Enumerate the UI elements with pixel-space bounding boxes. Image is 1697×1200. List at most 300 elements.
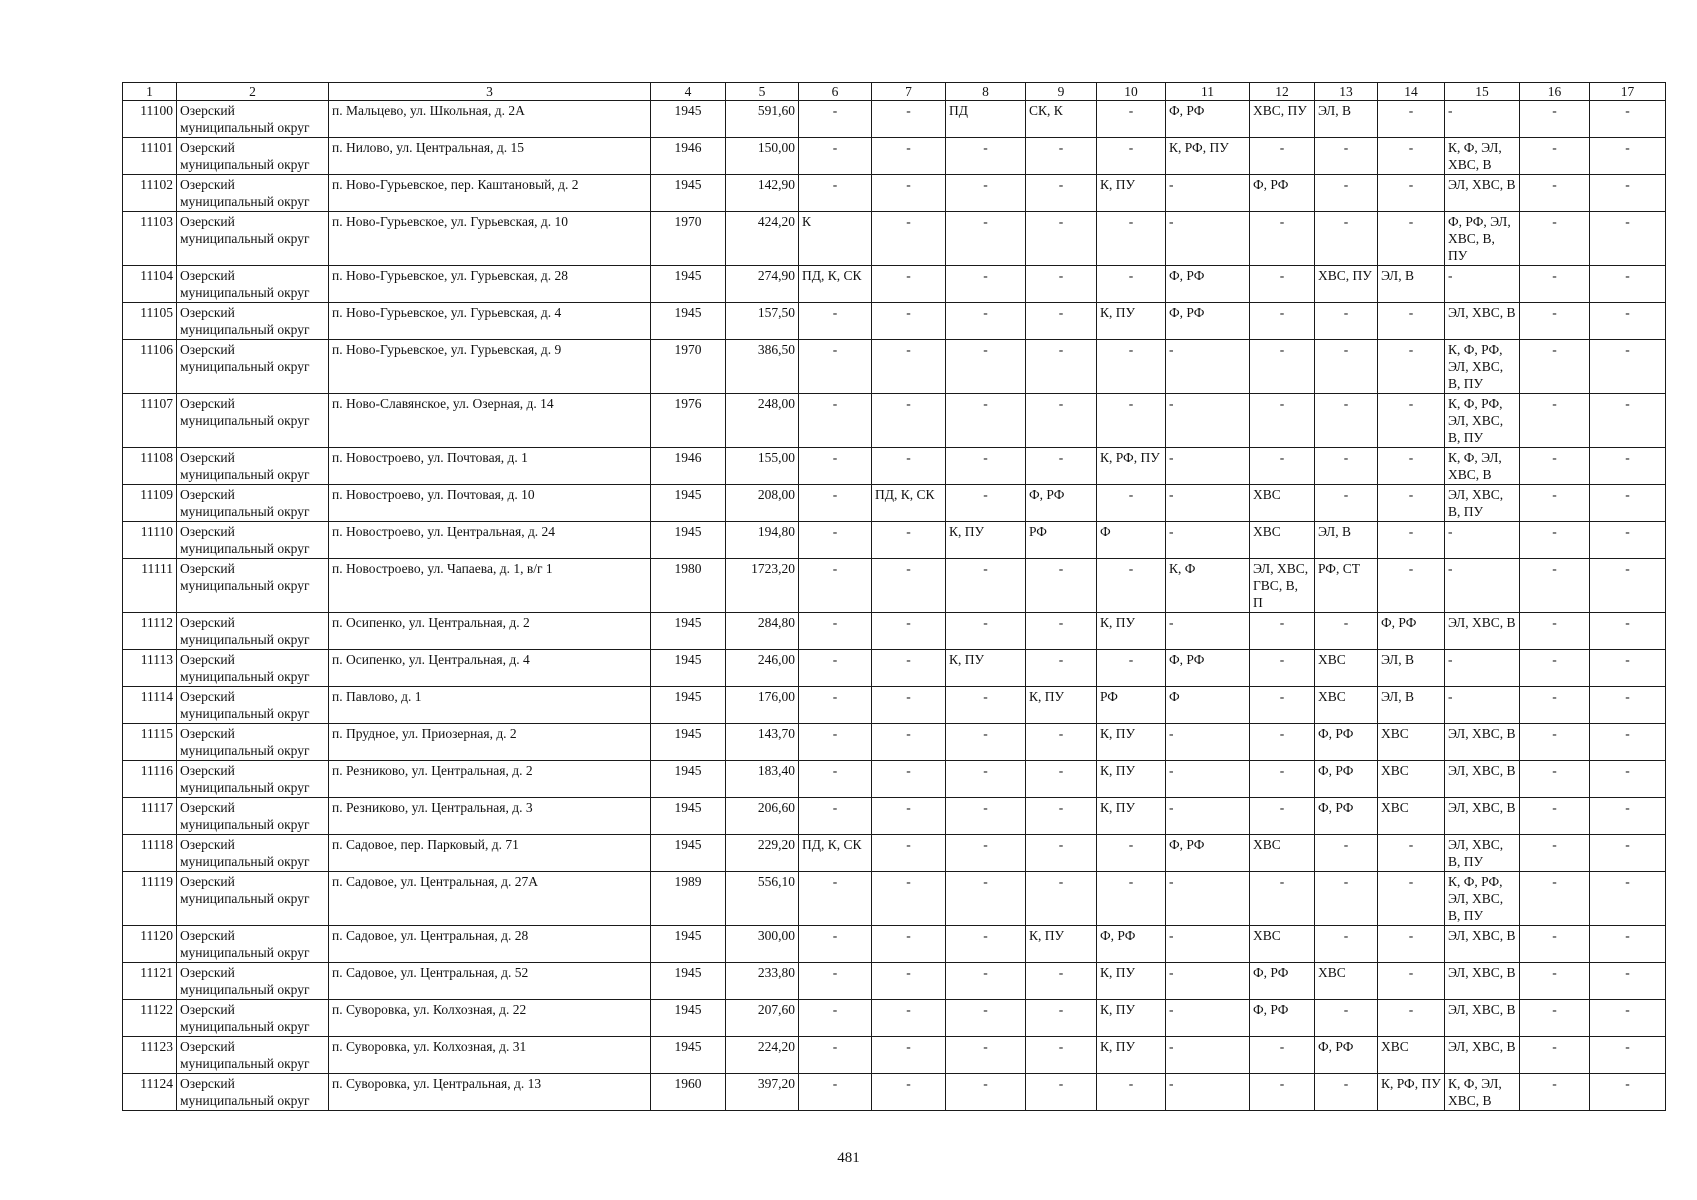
cell-col-13: ЭЛ, В <box>1315 101 1378 138</box>
table-row <box>123 175 1666 212</box>
cell-col-4: 1946 <box>651 138 726 175</box>
column-header-7: 7 <box>872 83 946 101</box>
cell-col-9: - <box>1026 303 1097 340</box>
cell-col-1: 11124 <box>123 1074 177 1111</box>
cell-col-14: - <box>1378 485 1445 522</box>
cell-col-9: Ф, РФ <box>1026 485 1097 522</box>
cell-col-15: Ф, РФ, ЭЛ, ХВС, В, ПУ <box>1445 212 1520 266</box>
cell-col-13: - <box>1315 394 1378 448</box>
table-body <box>123 101 1666 1111</box>
cell-col-17: - <box>1590 650 1666 687</box>
cell-col-13: Ф, РФ <box>1315 724 1378 761</box>
cell-col-2: Озерский муниципальный округ <box>177 522 329 559</box>
cell-col-12: ХВС <box>1250 835 1315 872</box>
cell-col-14: - <box>1378 138 1445 175</box>
table-row <box>123 101 1666 138</box>
cell-col-3: п. Ново-Славянское, ул. Озерная, д. 14 <box>329 394 651 448</box>
cell-col-10: Ф, РФ <box>1097 926 1166 963</box>
cell-col-15: ЭЛ, ХВС, В <box>1445 303 1520 340</box>
table-row <box>123 963 1666 1000</box>
cell-col-7: - <box>872 1000 946 1037</box>
cell-col-15: ЭЛ, ХВС, В <box>1445 1000 1520 1037</box>
table-row <box>123 394 1666 448</box>
cell-col-6: - <box>799 798 872 835</box>
cell-col-7: - <box>872 687 946 724</box>
cell-col-9: - <box>1026 175 1097 212</box>
cell-col-14: - <box>1378 926 1445 963</box>
cell-col-2: Озерский муниципальный округ <box>177 613 329 650</box>
cell-col-1: 11116 <box>123 761 177 798</box>
cell-col-9: - <box>1026 963 1097 1000</box>
cell-col-13: - <box>1315 613 1378 650</box>
cell-col-4: 1945 <box>651 650 726 687</box>
cell-col-8: К, ПУ <box>946 522 1026 559</box>
cell-col-2: Озерский муниципальный округ <box>177 1037 329 1074</box>
cell-col-14: - <box>1378 872 1445 926</box>
cell-col-12: ХВС <box>1250 485 1315 522</box>
cell-col-1: 11103 <box>123 212 177 266</box>
cell-col-5: 233,80 <box>726 963 799 1000</box>
cell-col-13: Ф, РФ <box>1315 1037 1378 1074</box>
cell-col-8: - <box>946 212 1026 266</box>
cell-col-5: 208,00 <box>726 485 799 522</box>
cell-col-11: - <box>1166 485 1250 522</box>
cell-col-10: К, ПУ <box>1097 761 1166 798</box>
cell-col-17: - <box>1590 1074 1666 1111</box>
cell-col-3: п. Ново-Гурьевское, пер. Каштановый, д. 2 <box>329 175 651 212</box>
cell-col-1: 11109 <box>123 485 177 522</box>
cell-col-9: РФ <box>1026 522 1097 559</box>
cell-col-4: 1980 <box>651 559 726 613</box>
cell-col-16: - <box>1520 650 1590 687</box>
cell-col-8: ПД <box>946 101 1026 138</box>
cell-col-11: Ф, РФ <box>1166 266 1250 303</box>
cell-col-10: К, ПУ <box>1097 303 1166 340</box>
column-header-5: 5 <box>726 83 799 101</box>
column-header-8: 8 <box>946 83 1026 101</box>
cell-col-4: 1989 <box>651 872 726 926</box>
cell-col-6: - <box>799 1000 872 1037</box>
cell-col-9: СК, К <box>1026 101 1097 138</box>
cell-col-15: К, Ф, ЭЛ, ХВС, В <box>1445 448 1520 485</box>
cell-col-11: - <box>1166 212 1250 266</box>
cell-col-9: - <box>1026 559 1097 613</box>
cell-col-11: Ф, РФ <box>1166 101 1250 138</box>
cell-col-14: - <box>1378 101 1445 138</box>
cell-col-6: - <box>799 963 872 1000</box>
cell-col-2: Озерский муниципальный округ <box>177 303 329 340</box>
cell-col-6: К <box>799 212 872 266</box>
cell-col-12: - <box>1250 724 1315 761</box>
table-row <box>123 559 1666 613</box>
cell-col-6: ПД, К, СК <box>799 266 872 303</box>
cell-col-4: 1945 <box>651 926 726 963</box>
cell-col-10: - <box>1097 559 1166 613</box>
cell-col-5: 386,50 <box>726 340 799 394</box>
table-row <box>123 212 1666 266</box>
cell-col-17: - <box>1590 559 1666 613</box>
cell-col-8: - <box>946 613 1026 650</box>
cell-col-14: ХВС <box>1378 798 1445 835</box>
cell-col-3: п. Осипенко, ул. Центральная, д. 4 <box>329 650 651 687</box>
register-table <box>122 82 1666 1111</box>
cell-col-1: 11120 <box>123 926 177 963</box>
cell-col-17: - <box>1590 101 1666 138</box>
cell-col-11: - <box>1166 340 1250 394</box>
cell-col-12: - <box>1250 303 1315 340</box>
cell-col-4: 1945 <box>651 485 726 522</box>
cell-col-10: - <box>1097 340 1166 394</box>
cell-col-9: - <box>1026 1074 1097 1111</box>
cell-col-6: - <box>799 340 872 394</box>
cell-col-1: 11104 <box>123 266 177 303</box>
cell-col-9: - <box>1026 138 1097 175</box>
cell-col-8: - <box>946 559 1026 613</box>
cell-col-10: К, ПУ <box>1097 1037 1166 1074</box>
cell-col-14: - <box>1378 303 1445 340</box>
cell-col-5: 194,80 <box>726 522 799 559</box>
cell-col-16: - <box>1520 761 1590 798</box>
cell-col-1: 11115 <box>123 724 177 761</box>
cell-col-2: Озерский муниципальный округ <box>177 963 329 1000</box>
cell-col-10: - <box>1097 266 1166 303</box>
cell-col-10: К, ПУ <box>1097 798 1166 835</box>
table-row <box>123 835 1666 872</box>
cell-col-11: - <box>1166 926 1250 963</box>
cell-col-9: - <box>1026 835 1097 872</box>
cell-col-16: - <box>1520 926 1590 963</box>
cell-col-10: - <box>1097 485 1166 522</box>
table-row <box>123 798 1666 835</box>
cell-col-5: 183,40 <box>726 761 799 798</box>
cell-col-5: 157,50 <box>726 303 799 340</box>
cell-col-15: К, Ф, ЭЛ, ХВС, В <box>1445 138 1520 175</box>
cell-col-6: - <box>799 559 872 613</box>
cell-col-3: п. Садовое, ул. Центральная, д. 52 <box>329 963 651 1000</box>
cell-col-2: Озерский муниципальный округ <box>177 835 329 872</box>
cell-col-1: 11110 <box>123 522 177 559</box>
cell-col-4: 1970 <box>651 340 726 394</box>
cell-col-9: К, ПУ <box>1026 687 1097 724</box>
cell-col-15: ЭЛ, ХВС, В <box>1445 175 1520 212</box>
cell-col-16: - <box>1520 212 1590 266</box>
cell-col-7: - <box>872 303 946 340</box>
cell-col-9: - <box>1026 761 1097 798</box>
cell-col-10: РФ <box>1097 687 1166 724</box>
cell-col-10: К, ПУ <box>1097 724 1166 761</box>
cell-col-12: - <box>1250 798 1315 835</box>
cell-col-11: - <box>1166 761 1250 798</box>
cell-col-4: 1945 <box>651 522 726 559</box>
cell-col-13: - <box>1315 872 1378 926</box>
cell-col-3: п. Осипенко, ул. Центральная, д. 2 <box>329 613 651 650</box>
cell-col-6: - <box>799 650 872 687</box>
cell-col-8: - <box>946 303 1026 340</box>
cell-col-14: ЭЛ, В <box>1378 650 1445 687</box>
table-row <box>123 1074 1666 1111</box>
cell-col-4: 1945 <box>651 101 726 138</box>
cell-col-9: - <box>1026 448 1097 485</box>
cell-col-16: - <box>1520 798 1590 835</box>
cell-col-5: 1723,20 <box>726 559 799 613</box>
column-header-11: 11 <box>1166 83 1250 101</box>
cell-col-9: - <box>1026 1000 1097 1037</box>
cell-col-4: 1945 <box>651 1037 726 1074</box>
cell-col-11: - <box>1166 724 1250 761</box>
cell-col-12: ЭЛ, ХВС, ГВС, В, П <box>1250 559 1315 613</box>
cell-col-3: п. Суворовка, ул. Центральная, д. 13 <box>329 1074 651 1111</box>
cell-col-17: - <box>1590 448 1666 485</box>
cell-col-3: п. Суворовка, ул. Колхозная, д. 22 <box>329 1000 651 1037</box>
cell-col-2: Озерский муниципальный округ <box>177 926 329 963</box>
cell-col-12: - <box>1250 1074 1315 1111</box>
cell-col-10: - <box>1097 872 1166 926</box>
cell-col-6: - <box>799 303 872 340</box>
cell-col-8: - <box>946 761 1026 798</box>
cell-col-13: - <box>1315 485 1378 522</box>
cell-col-1: 11114 <box>123 687 177 724</box>
cell-col-16: - <box>1520 303 1590 340</box>
cell-col-4: 1945 <box>651 687 726 724</box>
cell-col-7: - <box>872 650 946 687</box>
cell-col-7: - <box>872 448 946 485</box>
cell-col-10: Ф <box>1097 522 1166 559</box>
cell-col-8: - <box>946 963 1026 1000</box>
cell-col-17: - <box>1590 394 1666 448</box>
cell-col-6: - <box>799 761 872 798</box>
cell-col-9: - <box>1026 613 1097 650</box>
cell-col-16: - <box>1520 138 1590 175</box>
cell-col-16: - <box>1520 724 1590 761</box>
cell-col-5: 207,60 <box>726 1000 799 1037</box>
cell-col-6: - <box>799 522 872 559</box>
cell-col-8: - <box>946 1074 1026 1111</box>
cell-col-12: ХВС <box>1250 522 1315 559</box>
cell-col-3: п. Резниково, ул. Центральная, д. 3 <box>329 798 651 835</box>
cell-col-8: К, ПУ <box>946 650 1026 687</box>
cell-col-15: К, Ф, РФ, ЭЛ, ХВС, В, ПУ <box>1445 394 1520 448</box>
column-header-12: 12 <box>1250 83 1315 101</box>
cell-col-16: - <box>1520 835 1590 872</box>
cell-col-13: - <box>1315 835 1378 872</box>
cell-col-1: 11106 <box>123 340 177 394</box>
cell-col-17: - <box>1590 1000 1666 1037</box>
cell-col-4: 1945 <box>651 798 726 835</box>
cell-col-2: Озерский муниципальный округ <box>177 650 329 687</box>
cell-col-17: - <box>1590 138 1666 175</box>
cell-col-3: п. Суворовка, ул. Колхозная, д. 31 <box>329 1037 651 1074</box>
cell-col-16: - <box>1520 522 1590 559</box>
cell-col-7: - <box>872 340 946 394</box>
cell-col-15: К, Ф, РФ, ЭЛ, ХВС, В, ПУ <box>1445 872 1520 926</box>
cell-col-5: 556,10 <box>726 872 799 926</box>
cell-col-13: РФ, СТ <box>1315 559 1378 613</box>
cell-col-8: - <box>946 448 1026 485</box>
cell-col-7: - <box>872 522 946 559</box>
cell-col-16: - <box>1520 963 1590 1000</box>
cell-col-11: - <box>1166 613 1250 650</box>
cell-col-17: - <box>1590 175 1666 212</box>
cell-col-9: - <box>1026 798 1097 835</box>
cell-col-14: ЭЛ, В <box>1378 266 1445 303</box>
cell-col-3: п. Павлово, д. 1 <box>329 687 651 724</box>
cell-col-2: Озерский муниципальный округ <box>177 1074 329 1111</box>
cell-col-3: п. Новостроево, ул. Почтовая, д. 10 <box>329 485 651 522</box>
cell-col-6: - <box>799 101 872 138</box>
cell-col-16: - <box>1520 485 1590 522</box>
table-row <box>123 522 1666 559</box>
cell-col-9: - <box>1026 340 1097 394</box>
cell-col-17: - <box>1590 212 1666 266</box>
cell-col-13: - <box>1315 1074 1378 1111</box>
cell-col-11: - <box>1166 522 1250 559</box>
column-header-14: 14 <box>1378 83 1445 101</box>
cell-col-11: - <box>1166 394 1250 448</box>
cell-col-16: - <box>1520 101 1590 138</box>
cell-col-5: 206,60 <box>726 798 799 835</box>
cell-col-1: 11123 <box>123 1037 177 1074</box>
cell-col-11: - <box>1166 1000 1250 1037</box>
cell-col-4: 1946 <box>651 448 726 485</box>
cell-col-3: п. Прудное, ул. Приозерная, д. 2 <box>329 724 651 761</box>
page-number: 481 <box>837 1150 860 1166</box>
cell-col-15: - <box>1445 101 1520 138</box>
cell-col-11: - <box>1166 175 1250 212</box>
cell-col-16: - <box>1520 266 1590 303</box>
cell-col-17: - <box>1590 613 1666 650</box>
cell-col-12: - <box>1250 872 1315 926</box>
cell-col-17: - <box>1590 761 1666 798</box>
cell-col-2: Озерский муниципальный округ <box>177 448 329 485</box>
cell-col-5: 229,20 <box>726 835 799 872</box>
column-header-3: 3 <box>329 83 651 101</box>
cell-col-17: - <box>1590 303 1666 340</box>
table-row <box>123 872 1666 926</box>
table-row <box>123 650 1666 687</box>
cell-col-16: - <box>1520 687 1590 724</box>
cell-col-3: п. Ново-Гурьевское, ул. Гурьевская, д. 28 <box>329 266 651 303</box>
cell-col-3: п. Новостроево, ул. Почтовая, д. 1 <box>329 448 651 485</box>
cell-col-9: - <box>1026 394 1097 448</box>
cell-col-7: - <box>872 613 946 650</box>
cell-col-2: Озерский муниципальный округ <box>177 761 329 798</box>
cell-col-13: - <box>1315 1000 1378 1037</box>
cell-col-16: - <box>1520 1000 1590 1037</box>
cell-col-15: - <box>1445 266 1520 303</box>
cell-col-2: Озерский муниципальный округ <box>177 872 329 926</box>
cell-col-7: - <box>872 138 946 175</box>
cell-col-2: Озерский муниципальный округ <box>177 798 329 835</box>
column-header-10: 10 <box>1097 83 1166 101</box>
cell-col-5: 274,90 <box>726 266 799 303</box>
cell-col-7: - <box>872 798 946 835</box>
cell-col-3: п. Ново-Гурьевское, ул. Гурьевская, д. 10 <box>329 212 651 266</box>
cell-col-14: ХВС <box>1378 1037 1445 1074</box>
cell-col-1: 11107 <box>123 394 177 448</box>
cell-col-8: - <box>946 872 1026 926</box>
cell-col-2: Озерский муниципальный округ <box>177 340 329 394</box>
table-row <box>123 485 1666 522</box>
cell-col-5: 591,60 <box>726 101 799 138</box>
cell-col-7: - <box>872 1037 946 1074</box>
cell-col-6: - <box>799 448 872 485</box>
cell-col-12: Ф, РФ <box>1250 1000 1315 1037</box>
cell-col-15: ЭЛ, ХВС, В <box>1445 724 1520 761</box>
column-header-15: 15 <box>1445 83 1520 101</box>
cell-col-4: 1960 <box>651 1074 726 1111</box>
cell-col-16: - <box>1520 1037 1590 1074</box>
cell-col-17: - <box>1590 522 1666 559</box>
column-header-4: 4 <box>651 83 726 101</box>
cell-col-1: 11121 <box>123 963 177 1000</box>
cell-col-11: Ф, РФ <box>1166 303 1250 340</box>
cell-col-6: ПД, К, СК <box>799 835 872 872</box>
cell-col-2: Озерский муниципальный округ <box>177 266 329 303</box>
cell-col-11: К, РФ, ПУ <box>1166 138 1250 175</box>
cell-col-9: - <box>1026 1037 1097 1074</box>
cell-col-13: ЭЛ, В <box>1315 522 1378 559</box>
cell-col-14: ХВС <box>1378 724 1445 761</box>
table-row <box>123 448 1666 485</box>
cell-col-10: К, ПУ <box>1097 963 1166 1000</box>
cell-col-8: - <box>946 724 1026 761</box>
column-header-2: 2 <box>177 83 329 101</box>
cell-col-11: - <box>1166 872 1250 926</box>
cell-col-11: - <box>1166 448 1250 485</box>
cell-col-9: К, ПУ <box>1026 926 1097 963</box>
header-row <box>123 83 1666 101</box>
cell-col-12: - <box>1250 138 1315 175</box>
cell-col-10: - <box>1097 138 1166 175</box>
cell-col-7: - <box>872 266 946 303</box>
cell-col-15: ЭЛ, ХВС, В <box>1445 926 1520 963</box>
cell-col-15: - <box>1445 559 1520 613</box>
cell-col-11: - <box>1166 1074 1250 1111</box>
table-row <box>123 1037 1666 1074</box>
cell-col-10: К, ПУ <box>1097 1000 1166 1037</box>
cell-col-8: - <box>946 926 1026 963</box>
cell-col-2: Озерский муниципальный округ <box>177 175 329 212</box>
cell-col-5: 150,00 <box>726 138 799 175</box>
cell-col-17: - <box>1590 266 1666 303</box>
cell-col-12: - <box>1250 448 1315 485</box>
cell-col-15: ЭЛ, ХВС, В <box>1445 613 1520 650</box>
cell-col-12: ХВС <box>1250 926 1315 963</box>
cell-col-1: 11102 <box>123 175 177 212</box>
cell-col-1: 11122 <box>123 1000 177 1037</box>
cell-col-14: - <box>1378 522 1445 559</box>
cell-col-12: Ф, РФ <box>1250 175 1315 212</box>
cell-col-13: - <box>1315 212 1378 266</box>
cell-col-3: п. Новостроево, ул. Центральная, д. 24 <box>329 522 651 559</box>
cell-col-10: - <box>1097 212 1166 266</box>
cell-col-16: - <box>1520 448 1590 485</box>
cell-col-7: - <box>872 559 946 613</box>
table-row <box>123 761 1666 798</box>
cell-col-17: - <box>1590 687 1666 724</box>
cell-col-14: - <box>1378 340 1445 394</box>
cell-col-7: - <box>872 835 946 872</box>
cell-col-11: - <box>1166 963 1250 1000</box>
column-header-6: 6 <box>799 83 872 101</box>
table-row <box>123 687 1666 724</box>
cell-col-2: Озерский муниципальный округ <box>177 1000 329 1037</box>
cell-col-5: 142,90 <box>726 175 799 212</box>
cell-col-7: - <box>872 394 946 448</box>
cell-col-14: К, РФ, ПУ <box>1378 1074 1445 1111</box>
cell-col-12: - <box>1250 1037 1315 1074</box>
cell-col-13: ХВС <box>1315 687 1378 724</box>
